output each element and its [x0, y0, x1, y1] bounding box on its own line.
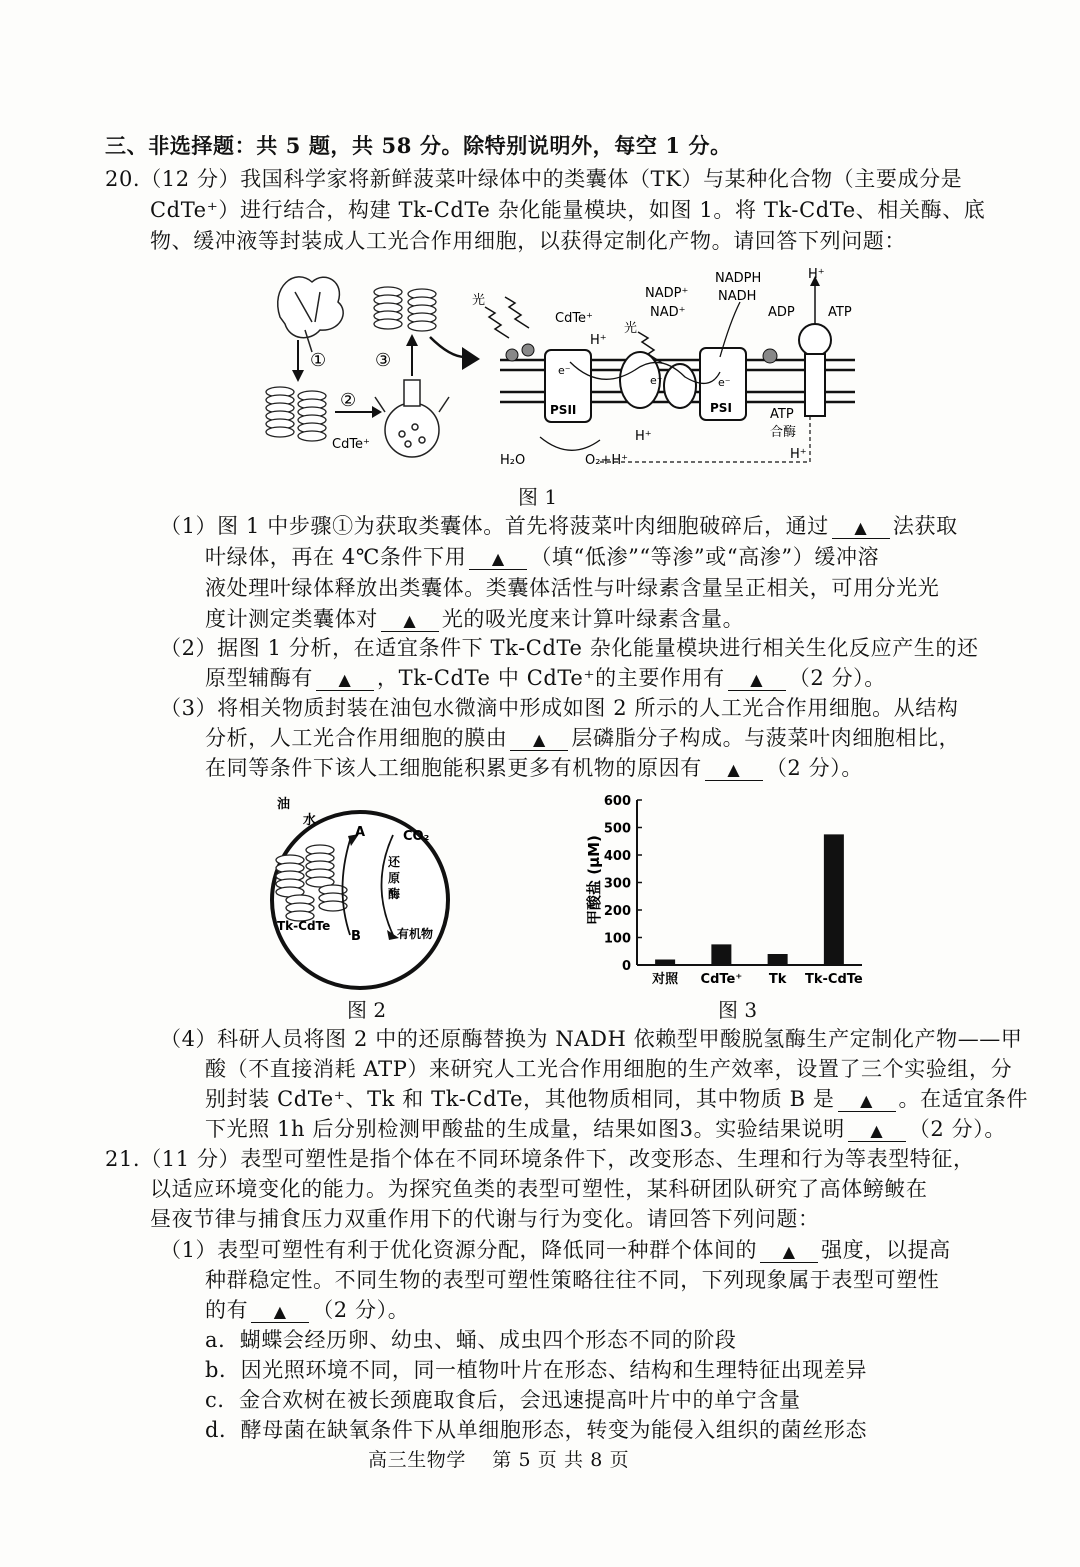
- answer-blank[interactable]: ▲: [838, 1091, 896, 1112]
- figure-2-caption: 图 2: [347, 998, 387, 1022]
- q20-sub1-text: 光的吸光度来计算叶绿素含量。: [441, 607, 745, 631]
- co2-label: CO₂: [403, 829, 430, 844]
- cdte-label: CdTe⁺: [555, 311, 593, 326]
- atp-label: ATP: [828, 305, 852, 320]
- answer-blank[interactable]: ▲: [251, 1302, 309, 1323]
- flask-cdte-label: CdTe⁺: [332, 437, 370, 452]
- o2-label: O₂+H⁺: [585, 453, 628, 468]
- q20-stem-line: CdTe⁺）进行结合，构建 Tk-CdTe 杂化能量模块，如图 1。将 Tk-CdTe、相关酶、底: [150, 198, 986, 222]
- nad-label: NAD⁺: [650, 305, 686, 320]
- q20-sub2-text: 原型辅酶有: [205, 666, 313, 690]
- hplus-label: H⁺: [635, 429, 652, 444]
- chart-bar: [824, 834, 844, 965]
- electron-label: e⁻: [718, 376, 731, 389]
- spinach-leaf-icon: [278, 277, 343, 352]
- q20-sub2-text: （2 分）。: [788, 666, 886, 690]
- nadp-label: NADP⁺: [645, 286, 689, 301]
- enzyme-label: 酶: [388, 887, 401, 901]
- figure-1: [240, 262, 870, 477]
- q20-sub1-line: [205, 605, 744, 633]
- h2o-label: H₂O: [500, 453, 526, 468]
- q21-sub1-text: 的有: [205, 1298, 249, 1322]
- oil-label: 油: [277, 797, 291, 812]
- chart-y-tick-label: 0: [621, 959, 631, 974]
- answer-blank[interactable]: ▲: [316, 670, 374, 691]
- tk-cdte-label: Tk-CdTe: [277, 919, 331, 933]
- electron-label: e⁻: [558, 364, 571, 377]
- answer-blank[interactable]: ▲: [469, 549, 527, 570]
- chart-bar: [655, 960, 675, 966]
- q20-sub2-text: ，Tk-CdTe 中 CdTe⁺的主要作用有: [377, 666, 725, 690]
- answer-blank[interactable]: ▲: [381, 611, 439, 632]
- chart-ylabel: 甲酸盐 (μM): [585, 835, 603, 925]
- answer-blank[interactable]: ▲: [510, 730, 568, 751]
- answer-blank[interactable]: ▲: [728, 670, 786, 691]
- answer-blank[interactable]: ▲: [760, 1242, 818, 1263]
- q21-sub1-text: 强度，以提高: [821, 1238, 951, 1262]
- psi-label: PSI: [710, 401, 732, 415]
- option-c: c．金合欢树在被长颈鹿取食后，会迅速提高叶片中的单宁含量: [205, 1388, 801, 1412]
- q20-sub2-line: （2）据图 1 分析，在适宜条件下 Tk-CdTe 杂化能量模块进行相关生化反应产生的还: [160, 636, 979, 660]
- q21-stem-line: 21.（11 分）表型可塑性是指个体在不同环境条件下，改变形态、生理和行为等表型特征，: [105, 1147, 975, 1171]
- organic-label: 有机物: [397, 927, 434, 941]
- light-label: 光: [472, 293, 486, 308]
- q21-stem-line: 昼夜节律与捕食压力双重作用下的代谢与行为变化。请回答下列问题：: [150, 1207, 820, 1231]
- tk-cdte-stack-icon: [374, 287, 436, 331]
- chart-y-tick-label: 100: [603, 931, 631, 947]
- chart-x-tick-label: Tk: [768, 972, 787, 987]
- q20-sub4-line: [205, 1115, 1006, 1143]
- q20-sub3-line: [205, 724, 960, 752]
- q20-stem-line: 物、缓冲液等封装成人工光合作用细胞，以获得定制化产物。请回答下列问题：: [150, 229, 906, 253]
- enzyme-label: 原: [388, 871, 401, 885]
- option-b: b．因光照环境不同，同一植物叶片在形态、结构和生理特征出现差异: [205, 1358, 868, 1382]
- q20-sub1-text: 度计测定类囊体对: [205, 607, 378, 631]
- q20-sub2-line: [205, 664, 886, 692]
- q20-sub3-text: （2 分）。: [765, 756, 863, 780]
- b-label: B: [351, 929, 361, 944]
- psii-label: PSII: [550, 403, 577, 417]
- flask-icon: [375, 380, 449, 457]
- step3-label: ③: [375, 350, 392, 371]
- chart-y-tick-label: 200: [603, 904, 631, 919]
- hplus-label: H⁺: [590, 333, 607, 348]
- answer-blank[interactable]: ▲: [848, 1121, 906, 1142]
- light-label: 光: [624, 321, 638, 336]
- q20-sub1-text: 叶绿体，再在 4℃条件下用: [205, 545, 467, 569]
- figure-2: [255, 790, 460, 995]
- q20-sub3-line: [205, 754, 863, 782]
- q20-sub1-line: [205, 543, 879, 571]
- q21-sub1-line: [205, 1296, 409, 1324]
- answer-blank[interactable]: ▲: [832, 518, 890, 539]
- atp-synthase-label: 合酶: [770, 425, 797, 440]
- q20-sub4-text: 别封装 CdTe⁺、Tk 和 Tk-CdTe，其他物质相同，其中物质 B 是: [205, 1087, 835, 1111]
- q20-sub1-line: [160, 512, 958, 540]
- thylakoid-stack-icon: [266, 387, 326, 441]
- q20-sub3-text: 分析，人工光合作用细胞的膜由: [205, 726, 508, 750]
- figure-3-chart: [575, 785, 875, 1000]
- figure-1-caption: 图 1: [518, 485, 558, 509]
- q21-sub1-text: （2 分）。: [312, 1298, 410, 1322]
- nadh-label: NADH: [718, 289, 757, 304]
- q20-sub3-text: 层磷脂分子构成。与菠菜叶肉细胞相比，: [571, 726, 961, 750]
- atp-synthase-label: ATP: [770, 407, 794, 422]
- chart-x-tick-label: CdTe⁺: [700, 972, 743, 987]
- page-footer: 高三生物学 第 5 页 共 8 页: [368, 1449, 630, 1471]
- enzyme-label: 还: [388, 855, 401, 869]
- step2-label: ②: [340, 390, 357, 411]
- chart-x-tick-label: Tk-CdTe: [805, 972, 863, 987]
- adp-label: ADP: [768, 305, 795, 320]
- q21-sub1-line: [160, 1236, 951, 1264]
- q20-stem-line: 20.（12 分）我国科学家将新鲜菠菜叶绿体中的类囊体（TK）与某种化合物（主要成分是: [105, 167, 963, 191]
- water-label: 水: [303, 813, 317, 828]
- chart-bar: [711, 944, 731, 965]
- chart-y-tick-label: 300: [603, 876, 631, 892]
- a-label: A: [355, 825, 366, 840]
- chart-bar: [768, 954, 788, 965]
- option-d: d．酵母菌在缺氧条件下从单细胞形态，转变为能侵入组织的菌丝形态: [205, 1418, 868, 1442]
- q20-sub1-line: 液处理叶绿体释放出类囊体。类囊体活性与叶绿素含量呈正相关，可用分光光: [205, 576, 940, 600]
- chart-y-tick-label: 400: [603, 849, 631, 864]
- q20-sub3-text: 在同等条件下该人工细胞能积累更多有机物的原因有: [205, 756, 702, 780]
- q20-sub4-line: （4）科研人员将图 2 中的还原酶替换为 NADH 依赖型甲酸脱氢酶生产定制化产物——甲: [160, 1027, 1023, 1051]
- q20-sub1-text: 法获取: [892, 514, 958, 538]
- q20-sub4-text: 下光照 1h 后分别检测甲酸盐的生成量，结果如图3。实验结果说明: [205, 1117, 845, 1141]
- q20-sub1-text: （填“低渗”“等渗”或“高渗”）缓冲溶: [530, 545, 880, 569]
- chart-y-tick-label: 600: [603, 794, 631, 809]
- chart-y-tick-label: 500: [603, 821, 631, 837]
- q20-sub1-text: （1）图 1 中步骤①为获取类囊体。首先将菠菜叶肉细胞破碎后，通过: [160, 514, 829, 538]
- q21-sub1-text: （1）表型可塑性有利于优化资源分配，降低同一种群个体间的: [160, 1238, 758, 1262]
- q20-sub3-line: （3）将相关物质封装在油包水微滴中形成如图 2 所示的人工光合作用细胞。从结构: [160, 696, 959, 720]
- atp-synthase: [799, 324, 831, 356]
- q20-sub4-line: 酸（不直接消耗 ATP）来研究人工光合作用细胞的生产效率，设置了三个实验组，分: [205, 1057, 1013, 1081]
- q21-stem-line: 以适应环境变化的能力。为探究鱼类的表型可塑性，某科研团队研究了高体鳑鲏在: [150, 1177, 928, 1201]
- q20-sub4-text: 。在适宜条件: [898, 1087, 1029, 1111]
- figure-3-caption: 图 3: [718, 998, 758, 1022]
- electron-label: e⁻: [650, 374, 663, 387]
- hplus-label: H⁺: [808, 267, 825, 282]
- nadph-label: NADPH: [715, 271, 762, 286]
- step1-label: ①: [310, 350, 327, 371]
- q20-sub4-text: （2 分）。: [908, 1117, 1006, 1141]
- hplus-label: H⁺: [790, 447, 807, 462]
- section-header: 三、非选择题：共 5 题，共 58 分。除特别说明外，每空 1 分。: [105, 133, 732, 158]
- answer-blank[interactable]: ▲: [705, 760, 763, 781]
- option-a: a．蝴蝶会经历卵、幼虫、蛹、成虫四个形态不同的阶段: [205, 1328, 737, 1352]
- chart-x-tick-label: 对照: [652, 972, 679, 987]
- q20-sub4-line: [205, 1085, 1028, 1113]
- q21-sub1-line: 种群稳定性。不同生物的表型可塑性策略往往不同，下列现象属于表型可塑性: [205, 1268, 940, 1292]
